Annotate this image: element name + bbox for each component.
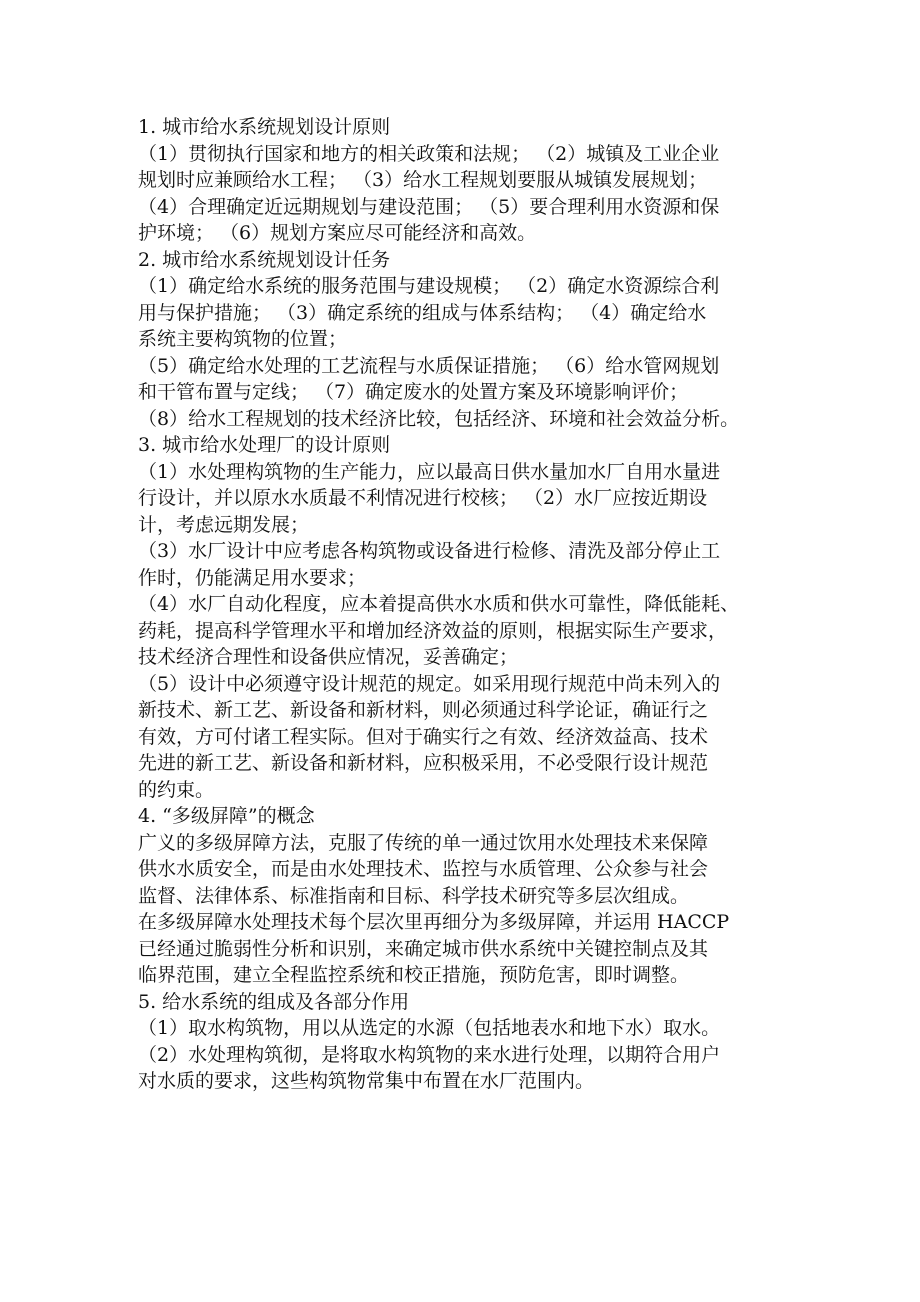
text-line: 计，考虑远期发展；: [138, 513, 310, 536]
text-line: 临界范围，建立全程监控系统和校正措施，预防危害，即时调整。: [138, 964, 690, 986]
text-line: （1）取水构筑物，用以从选定的水源（包括地表水和地下水）取水。: [138, 1017, 721, 1039]
text-line: （4）合理确定近远期规划与建设范围； （5）要合理利用水资源和保: [138, 195, 720, 218]
text-line: 有效，方可付诸工程实际。但对于确实行之有效、经济效益高、技术: [138, 725, 709, 748]
text-line: （2）水处理构筑彻，是将取水构筑物的来水进行处理，以期符合用户: [138, 1043, 721, 1066]
text-line: 用与保护措施； （3）确定系统的组成与体系结构； （4）确定给水: [138, 301, 707, 324]
text-line: （1）确定给水系统的服务范围与建设规模； （2）确定水资源综合利: [138, 275, 720, 297]
text-line: 规划时应兼顾给水工程； （3）给水工程规划要服从城镇发展规划；: [138, 169, 708, 191]
section-heading-2: 2. 城市给水系统规划设计任务: [138, 248, 391, 271]
text-line: （5）设计中必须遵守设计规范的规定。如采用现行规范中尚未列入的: [138, 672, 721, 695]
text-line: 对水质的要求，这些构筑物常集中布置在水厂范围内。: [138, 1070, 595, 1092]
text-line: 行设计，并以原水水质最不利情况进行校核； （2）水厂应按近期设: [138, 487, 708, 509]
text-line: 监督、法律体系、标准指南和目标、科学技术研究等多层次组成。: [138, 884, 690, 907]
text-line: 广义的多级屏障方法，克服了传统的单一通过饮用水处理技术来保障: [138, 831, 709, 854]
text-line: （8）给水工程规划的技术经济比较，包括经济、环境和社会效益分析。: [138, 407, 740, 430]
section-heading-3: 3. 城市给水处理厂的设计原则: [138, 434, 391, 456]
text-line: 新技术、新工艺、新设备和新材料，则必须通过科学论证，确证行之: [138, 699, 709, 721]
text-line: 的约束。: [138, 778, 215, 801]
text-line: （1）贯彻执行国家和地方的相关政策和法规； （2）城镇及工业企业: [138, 142, 720, 165]
text-line: 护环境； （6）规划方案应尽可能经济和高效。: [138, 222, 537, 244]
section-heading-1: 1. 城市给水系统规划设计原则: [138, 116, 391, 138]
text-line: 已经通过脆弱性分析和识别，来确定城市供水系统中关键控制点及其: [138, 937, 709, 960]
text-line: 药耗，提高科学管理水平和增加经济效益的原则，根据实际生产要求，: [138, 619, 728, 642]
document-body: [138, 114, 798, 1095]
text-line: （4）水厂自动化程度，应本着提高供水水质和供水可靠性，降低能耗、: [138, 593, 740, 615]
text-line: 在多级屏障水处理技术每个层次里再细分为多级屏障，并运用 HACCP: [138, 911, 730, 933]
section-heading-4: 4. “多级屏障”的概念: [138, 805, 315, 827]
text-line: 供水水质安全，而是由水处理技术、监控与水质管理、公众参与社会: [138, 858, 709, 880]
text-line: 系统主要构筑物的位置；: [138, 328, 348, 350]
text-line: （1）水处理构筑物的生产能力，应以最高日供水量加水厂自用水量进: [138, 460, 721, 483]
text-line: 和干管布置与定线； （7）确定废水的处置方案及环境影响评价；: [138, 381, 689, 403]
text-line: （3）水厂设计中应考虑各构筑物或设备进行检修、清洗及部分停止工: [138, 540, 721, 562]
text-line: 先进的新工艺、新设备和新材料，应积极采用，不必受限行设计规范: [138, 752, 709, 774]
text-line: 作时，仍能满足用水要求；: [138, 566, 367, 589]
text-line: （5）确定给水处理的工艺流程与水质保证措施； （6）给水管网规划: [138, 354, 720, 377]
text-line: 技术经济合理性和设备供应情况，妥善确定；: [138, 646, 519, 668]
section-heading-5: 5. 给水系统的组成及各部分作用: [138, 990, 410, 1013]
